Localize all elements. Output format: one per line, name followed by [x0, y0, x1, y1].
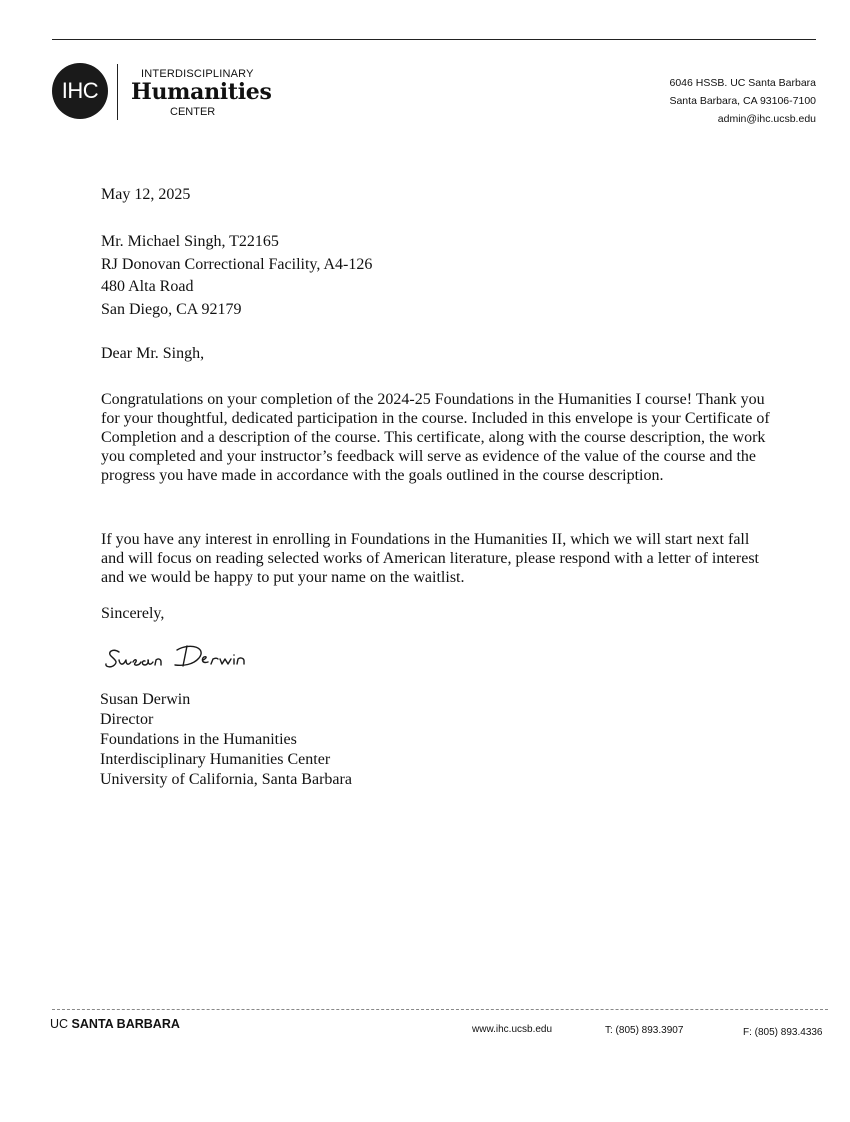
- org-name-line3: CENTER: [170, 106, 216, 118]
- org-name-line2: Humanities: [131, 79, 272, 105]
- signer-university: University of California, Santa Barbara: [100, 771, 352, 788]
- recipient-line: San Diego, CA 92179: [101, 300, 242, 318]
- recipient-line: RJ Donovan Correctional Facility, A4-126: [101, 255, 373, 273]
- footer-divider: [52, 1009, 828, 1010]
- signer-program: Foundations in the Humanities: [100, 731, 297, 748]
- body-paragraph-2: If you have any interest in enrolling in Foundations in the Humanities II, which we will start next fall and will focus on reading selected works of American literature, please respond with a letter of interest and we would be happy to put your name on the waitlist.: [101, 531, 759, 586]
- signer-title: Director: [100, 711, 154, 728]
- top-divider: [52, 39, 816, 40]
- org-name-line1: INTERDISCIPLINARY: [141, 68, 254, 80]
- salutation: Dear Mr. Singh,: [101, 345, 205, 362]
- logo-divider: [117, 64, 118, 120]
- signer-name: Susan Derwin: [100, 691, 191, 708]
- footer-phone: T: (805) 893.3907: [605, 1025, 684, 1036]
- email-address: admin@ihc.ucsb.edu: [717, 113, 816, 125]
- ucsb-name: SANTA BARBARA: [71, 1017, 180, 1031]
- ihc-logo-text: IHC: [61, 78, 99, 103]
- ucsb-prefix: UC: [50, 1017, 69, 1031]
- ucsb-wordmark: [50, 1017, 180, 1031]
- handwritten-signature: [103, 638, 273, 674]
- ihc-logo: [52, 63, 108, 119]
- recipient-block: [101, 231, 372, 321]
- address-line2: Santa Barbara, CA 93106-7100: [669, 95, 816, 107]
- recipient-line: 480 Alta Road: [101, 278, 194, 295]
- closing: Sincerely,: [101, 605, 165, 622]
- body-paragraph-1: Congratulations on your completion of the 2024-25 Foundations in the Humanities I course! Thank you for your thoughtful, dedicated participation in the course. Included in this envelope is your Certificate of Completion and a description of the course. This certificate, along with the course description, the work you completed and your instructor’s feedback will serve as evidence of the value of the course and the progress you have made in accordance with the goals outlined in the course description.: [101, 391, 770, 484]
- footer-fax: F: (805) 893.4336: [743, 1027, 823, 1038]
- letterhead-address: [669, 74, 816, 128]
- signature-block: [100, 690, 352, 790]
- recipient-line: Mr. Michael Singh, T22165: [101, 233, 279, 250]
- signer-center: Interdisciplinary Humanities Center: [100, 751, 331, 768]
- footer-website: www.ihc.ucsb.edu: [472, 1024, 553, 1035]
- letter-date: May 12, 2025: [101, 186, 191, 203]
- address-line1: 6046 HSSB. UC Santa Barbara: [669, 77, 816, 89]
